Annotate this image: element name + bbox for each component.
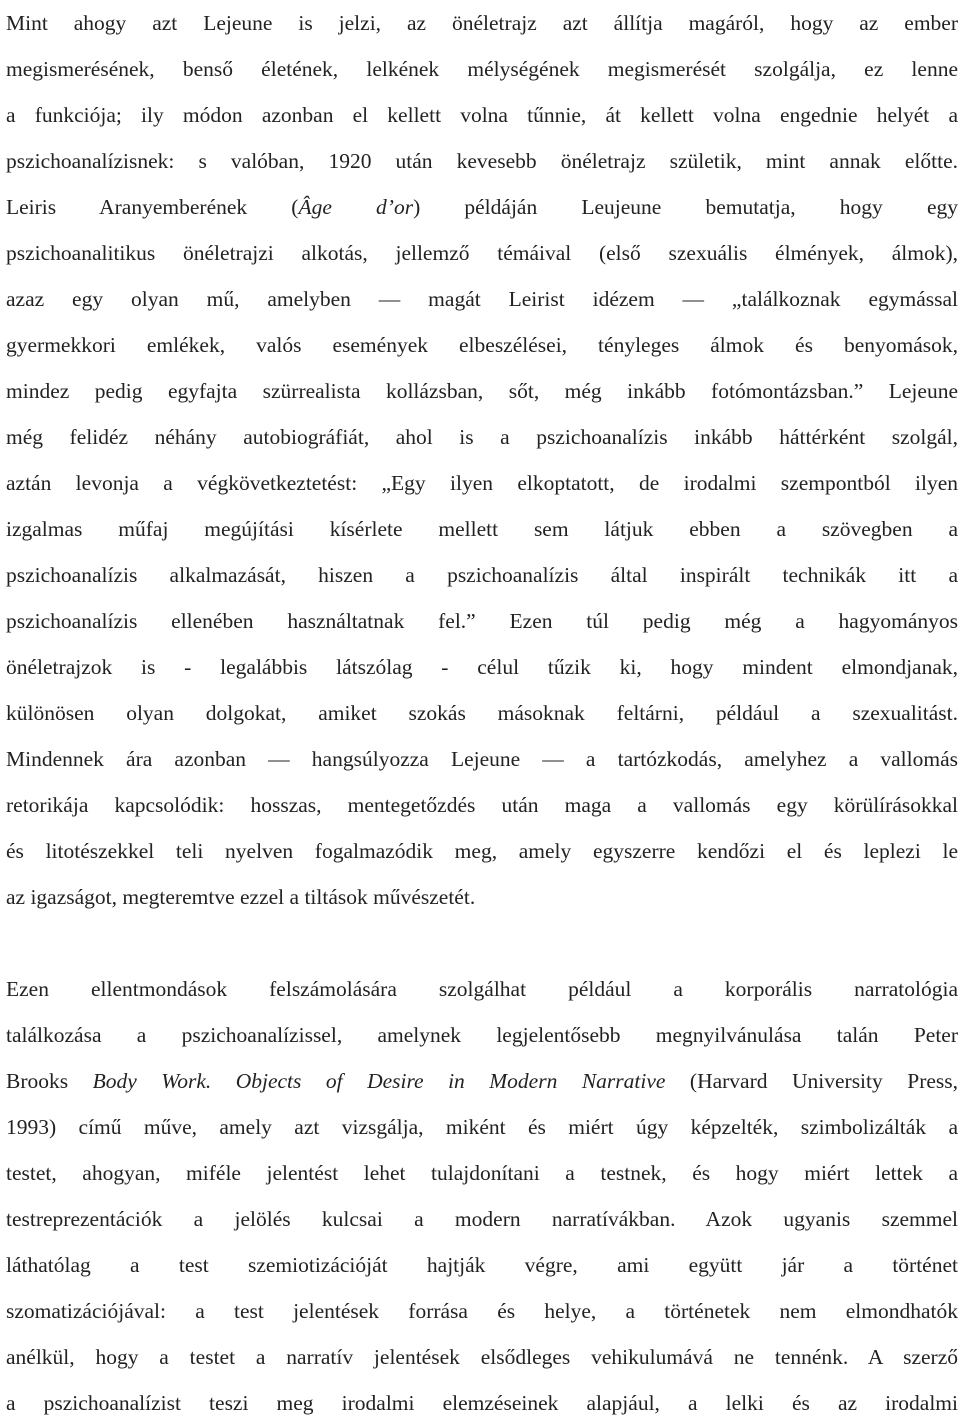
text-line: aztán levonja a végkövetkeztetést: „Egy ilyen elkoptatott, de irodalmi szempontból ilyen <box>6 471 958 495</box>
text-line: az igazságot, megteremtve ezzel a tiltások művészetét. <box>6 885 476 909</box>
text-line: a pszichoanalízist teszi meg irodalmi elemzéseinek alapjául, a lelki és az irodalmi <box>6 1391 958 1415</box>
text-line: mindez pedig egyfajta szürrealista kollázsban, sőt, még inkább fotómontázsban.” Lejeune <box>6 379 958 403</box>
text-line: a funkciója; ily módon azonban el kellett volna tűnnie, át kellett volna engednie helyét a <box>6 103 958 127</box>
text-line <box>6 184 958 230</box>
text-line: önéletrajzok is - legalábbis látszólag - célul tűzik ki, hogy mindent elmondjanak, <box>6 655 958 679</box>
text-line: pszichoanalitikus önéletrajzi alkotás, jellemző témáival (első szexuális élmények, álmok), <box>6 241 958 265</box>
text-line: 1993) című műve, amely azt vizsgálja, miként és miért úgy képzelték, szimbolizálták a <box>6 1115 958 1139</box>
text-line: testet, ahogyan, miféle jelentést lehet tulajdonítani a testnek, és hogy miért lettek a <box>6 1161 958 1185</box>
text-line: pszichoanalízis alkalmazását, hiszen a pszichoanalízis által inspirált technikák itt a <box>6 563 958 587</box>
text-line: azaz egy olyan mű, amelyben — magát Leirist idézem — „találkoznak egymással <box>6 287 958 311</box>
text-line <box>6 1058 958 1104</box>
text-line: retorikája kapcsolódik: hosszas, mentegetőzdés után maga a vallomás egy körülírásokkal <box>6 793 958 817</box>
text-segment: Leiris Aranyemberének ( <box>6 195 299 219</box>
text-line: izgalmas műfaj megújítási kísérlete mellett sem látjuk ebben a szövegben a <box>6 517 958 541</box>
book-title: Âge d’or <box>298 195 414 219</box>
text-line: és litotészekkel teli nyelven fogalmazódik meg, amely egyszerre kendőzi el és leplezi le <box>6 839 958 863</box>
text-line: láthatólag a test szemiotizációját hajtják végre, ami együtt jár a történet <box>6 1253 958 1277</box>
text-line: még felidéz néhány autobiográfiát, ahol is a pszichoanalízis inkább háttérként szolgál, <box>6 425 958 449</box>
document-page <box>6 0 958 1426</box>
text-segment: Brooks <box>6 1069 93 1093</box>
paragraph-2 <box>6 966 958 1426</box>
text-line: különösen olyan dolgokat, amiket szokás másoknak feltárni, például a szexualitást. <box>6 701 958 725</box>
text-line: találkozása a pszichoanalízissel, amelynek legjelentősebb megnyilvánulása talán Peter <box>6 1023 958 1047</box>
paragraph-gap <box>6 920 958 966</box>
text-line: testreprezentációk a jelölés kulcsai a modern narratívákban. Azok ugyanis szemmel <box>6 1207 958 1231</box>
text-line: Mint ahogy azt Lejeune is jelzi, az önéletrajz azt állítja magáról, hogy az ember <box>6 11 958 35</box>
text-segment: (Harvard University Press, <box>665 1069 958 1093</box>
text-line: pszichoanalízisnek: s valóban, 1920 után kevesebb önéletrajz születik, mint annak előtte. <box>6 149 958 173</box>
text-line: anélkül, hogy a testet a narratív jelentések elsődleges vehikulumává ne tennénk. A szerző <box>6 1345 958 1369</box>
text-line: megismerésének, benső életének, lelkének mélységének megismerését szolgálja, ez lenne <box>6 57 958 81</box>
text-line: Ezen ellentmondások felszámolására szolgálhat például a korporális narratológia <box>6 977 958 1001</box>
text-line: pszichoanalízis ellenében használtatnak fel.” Ezen túl pedig még a hagyományos <box>6 609 958 633</box>
paragraph-1 <box>6 0 958 920</box>
book-title: Body Work. Objects of Desire in Modern Narrative <box>92 1069 666 1093</box>
text-segment: ) példáján Leujeune bemutatja, hogy egy <box>413 195 958 219</box>
text-line: szomatizációjával: a test jelentések forrása és helye, a történetek nem elmondhatók <box>6 1299 958 1323</box>
text-line: Mindennek ára azonban — hangsúlyozza Lejeune — a tartózkodás, amelyhez a vallomás <box>6 747 958 771</box>
text-line: gyermekkori emlékek, valós események elbeszélései, tényleges álmok és benyomások, <box>6 333 958 357</box>
